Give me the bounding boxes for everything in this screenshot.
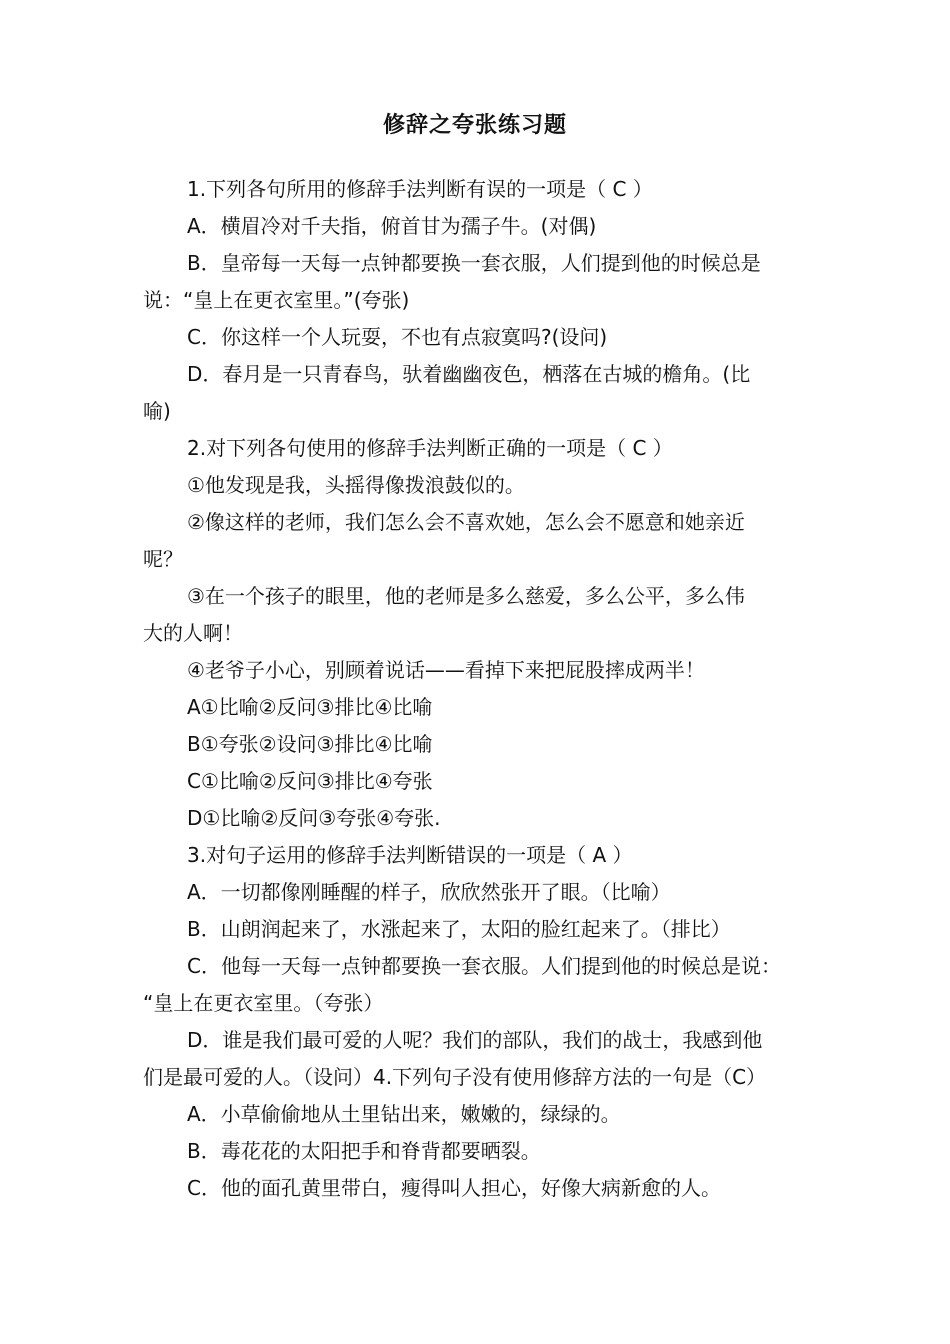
- text-line: ④老爷子小心，别顾着说话——看掉下来把屁股摔成两半！: [187, 658, 705, 682]
- text-line: 1.下列各句所用的修辞手法判断有误的一项是（ C ）: [187, 177, 653, 201]
- text-line: 们是最可爱的人。（设问）4.下列句子没有使用修辞方法的一句是（C）: [143, 1065, 767, 1089]
- text-line: A．横眉冷对千夫指，俯首甘为孺子牛。(对偶): [187, 214, 597, 238]
- text-line: ②像这样的老师，我们怎么会不喜欢她，怎么会不愿意和她亲近: [187, 510, 745, 534]
- text-line: A①比喻②反问③排比④比喻: [187, 695, 433, 719]
- text-line: 呢？: [143, 547, 183, 571]
- text-line: C．他每一天每一点钟都要换一套衣服。人们提到他的时候总是说：: [187, 954, 781, 978]
- text-line: 3.对句子运用的修辞手法判断错误的一项是（ A ）: [187, 843, 633, 867]
- text-line: A．小草偷偷地从土里钻出来，嫩嫩的，绿绿的。: [187, 1102, 621, 1126]
- text-line: “皇上在更衣室里。（夸张）: [143, 991, 384, 1015]
- text-line: D①比喻②反问③夸张④夸张.: [187, 806, 441, 830]
- text-line: A．一切都像刚睡醒的样子，欣欣然张开了眼。（比喻）: [187, 880, 671, 904]
- text-line: B①夸张②设问③排比④比喻: [187, 732, 433, 756]
- text-line: B．皇帝每一天每一点钟都要换一套衣服，人们提到他的时候总是: [187, 251, 761, 275]
- text-line: 大的人啊！: [143, 621, 243, 645]
- text-line: 说：“皇上在更衣室里。”(夸张): [143, 288, 410, 312]
- text-line: C．你这样一个人玩耍，不也有点寂寞吗?(设问): [187, 325, 608, 349]
- text-line: C①比喻②反问③排比④夸张: [187, 769, 433, 793]
- text-line: 2.对下列各句使用的修辞手法判断正确的一项是（ C ）: [187, 436, 673, 460]
- text-line: D．谁是我们最可爱的人呢？我们的部队，我们的战士，我感到他: [187, 1028, 763, 1052]
- document-title: 修辞之夸张练习题: [382, 113, 567, 138]
- text-line: B．山朗润起来了，水涨起来了，太阳的脸红起来了。（排比）: [187, 917, 731, 941]
- text-line: B．毒花花的太阳把手和脊背都要晒裂。: [187, 1139, 541, 1163]
- text-line: ③在一个孩子的眼里，他的老师是多么慈爱，多么公平，多么伟: [187, 584, 745, 608]
- text-line: 喻): [143, 399, 171, 423]
- text-line: D．春月是一只青春鸟，驮着幽幽夜色，栖落在古城的檐角。(比: [187, 362, 751, 386]
- document-body: [143, 171, 813, 1207]
- text-line: ①他发现是我，头摇得像拨浪鼓似的。: [187, 473, 525, 497]
- text-line: C．他的面孔黄里带白，瘦得叫人担心，好像大病新愈的人。: [187, 1176, 721, 1200]
